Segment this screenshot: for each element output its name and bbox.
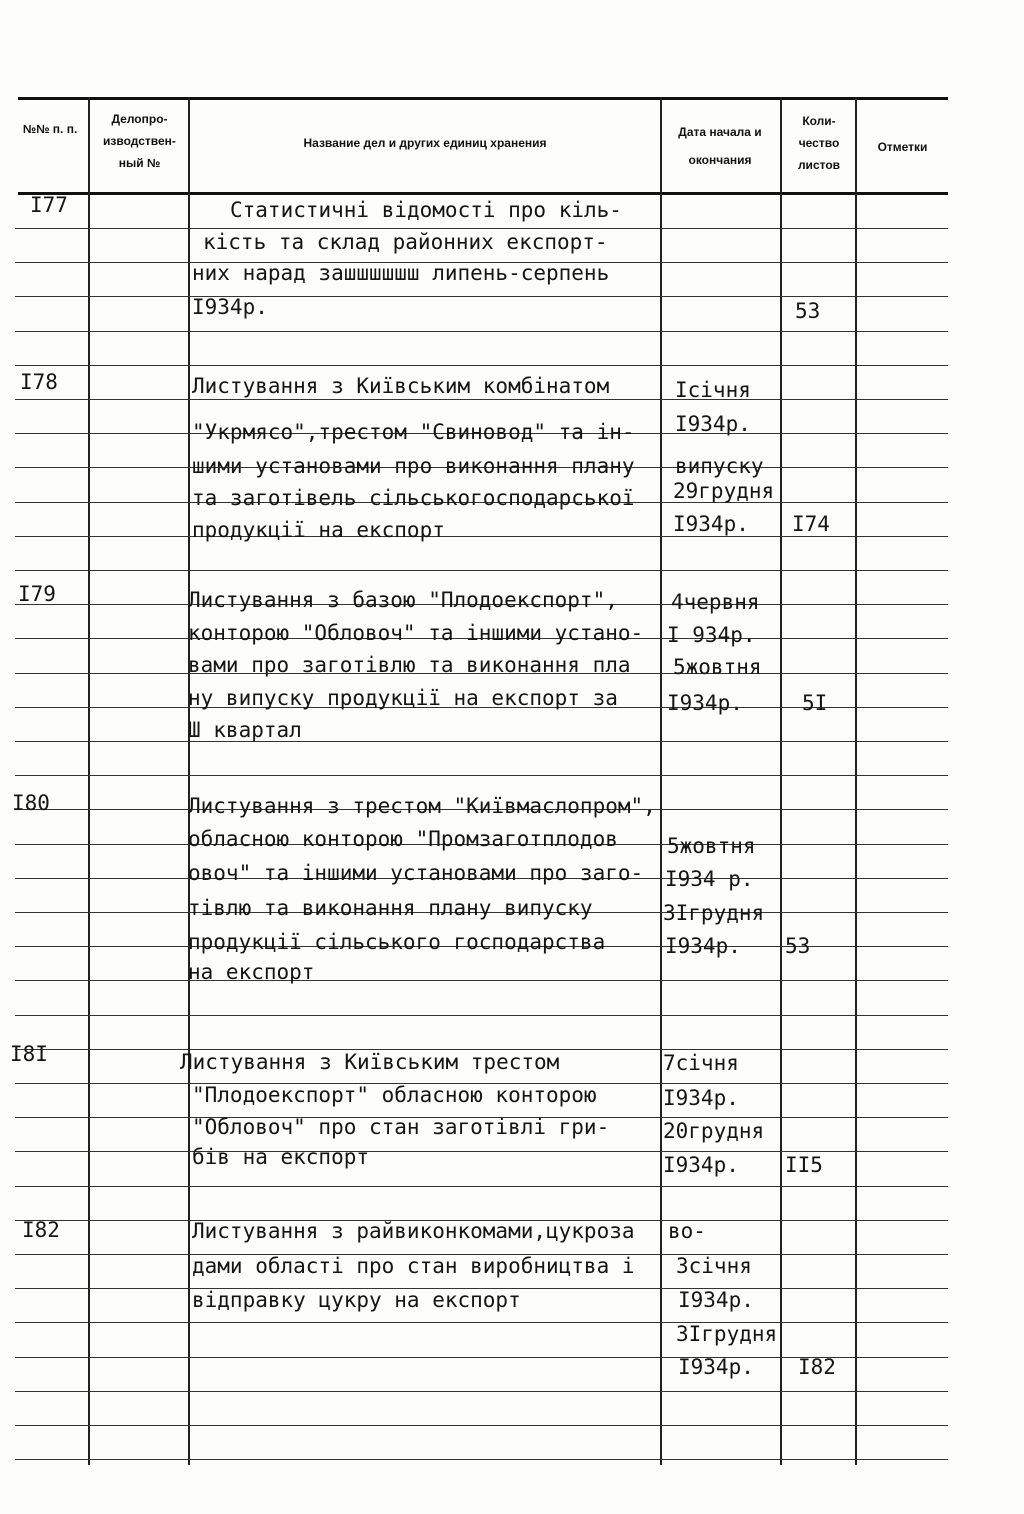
ruled-line [15,365,948,366]
entry-number: I78 [20,370,58,394]
entry-title-line: овоч" та іншими установами про заго- [188,861,644,885]
entry-title-line: "Укрмясо",трестом "Свиновод" та ін- [192,420,635,444]
entry-date-line: випуску [675,454,764,478]
ruled-line [15,331,948,332]
entry-title-line: кість та склад районних експорт- [203,230,608,254]
entry-date-line: I934р. [663,1086,739,1110]
header-number: №№ п. п. [22,122,78,136]
entry-sheet-count: II5 [785,1153,823,1177]
entry-title-line: Листування з базою "Плодоекспорт", [188,588,618,612]
entry-date-line: Ісічня [675,378,751,402]
column-rule [660,97,662,1465]
ruled-line [15,1015,948,1016]
header-sheets: Коли- чество листов [797,114,841,172]
ruled-line [15,980,948,981]
entry-date-line: I934р. [663,1153,739,1177]
entry-title-line: "Обловоч" про стан заготівлі гри- [192,1115,610,1139]
entry-sheet-count: I74 [792,512,830,536]
entry-title-line: бів на експорт [192,1145,370,1169]
entry-title-line: Листування з трестом "Київмаслопром", [188,794,656,818]
ruled-line [15,1186,948,1187]
entry-date-line: 4червня [671,590,760,614]
entry-number: I77 [30,193,68,217]
ruled-line [15,399,948,400]
ruled-line [15,228,948,229]
entry-title-line: Ш квартал [188,718,302,742]
entry-date-line: I934р. [675,412,751,436]
entry-date-line: 3Ігрудня [663,901,765,925]
entry-title-line: обласною конторою "Промзаготплодов [188,827,618,851]
entry-date-line: 3січня [676,1254,752,1278]
ruled-line [15,536,948,537]
entry-date-line: I934р. [673,512,749,536]
header-notes: Отметки [877,140,928,154]
header-bottom-rule [18,192,948,195]
entry-title-line: відправку цукру на експорт [192,1288,521,1312]
column-rule [188,97,190,1465]
entry-date-line: 7січня [663,1051,739,1075]
entry-date-line: I934р. [678,1355,754,1379]
entry-date-line: I934 р. [665,867,754,891]
entry-sheet-count: 53 [785,934,811,958]
ruled-line [15,1391,948,1392]
header-dates: Дата начала и окончания [678,125,762,167]
entry-title-line: Статистичні відомості про кіль- [230,198,622,222]
entry-number: I82 [22,1218,60,1242]
entry-date-line: 5жовтня [667,834,756,858]
ruled-line [15,775,948,776]
ruled-line [15,1322,948,1323]
entry-number: I79 [18,582,56,606]
entry-title-line: Листування з райвиконкомами,цукроза [192,1219,635,1243]
ruled-line [15,570,948,571]
entry-title-line: тівлю та виконання плану випуску [188,896,593,920]
entry-date-line: 5жовтня [673,655,762,679]
entry-title-line: Листування з Київським комбінатом [192,374,610,398]
ruled-line [15,1151,948,1152]
entry-title-line: конторою "Обловоч" та іншими устано- [188,621,644,645]
entry-title-line: Листування з Київським трестом [180,1050,560,1074]
entry-date-line: I934р. [667,691,743,715]
column-rule [780,97,782,1465]
entry-date-line: I934р. [665,934,741,958]
entry-title-line: них нарад зашшшшшш липень-серпень [192,261,610,285]
ruled-line [15,1459,948,1460]
entry-number: I8I [10,1042,48,1066]
entry-title-line: ну випуску продукції на експорт за [188,686,618,710]
entry-title-line: вами про заготівлю та виконання пла [188,653,631,677]
column-rule [88,97,90,1465]
header-top-rule [18,97,948,100]
ruled-line [15,741,948,742]
entry-title-line: "Плодоекспорт" обласною конторою [192,1083,597,1107]
entry-title-line: I934р. [192,295,268,319]
entry-title-line: продукції на експорт [192,518,445,542]
entry-sheet-count: 53 [795,299,821,323]
entry-date-line: 20грудня [663,1119,765,1143]
entry-sheet-count: 5I [802,691,828,715]
entry-date-line: I 934р. [667,623,756,647]
entry-sheet-count: I82 [798,1355,836,1379]
ruled-line [15,296,948,297]
entry-date-line: I934р. [678,1288,754,1312]
entry-date-line: во- [668,1219,706,1243]
entry-title-line: шими установами про виконання плану [192,454,635,478]
ruled-line [15,1425,948,1426]
entry-date-line: 3Ігрудня [676,1322,778,1346]
entry-number: I80 [12,791,50,815]
entry-date-line: 29грудня [673,479,775,503]
column-rule [855,97,857,1465]
entry-title-line: та заготівель сільськогосподарської [192,486,635,510]
entry-title-line: продукції сільського господарства [188,930,606,954]
entry-title-line: дами області про стан виробництва і [192,1254,635,1278]
header-title: Название дел и других единиц хранения [303,136,547,150]
entry-title-line: на експорт [188,960,315,984]
header-office-number: Делопро- изводствен- ный № [103,112,176,170]
